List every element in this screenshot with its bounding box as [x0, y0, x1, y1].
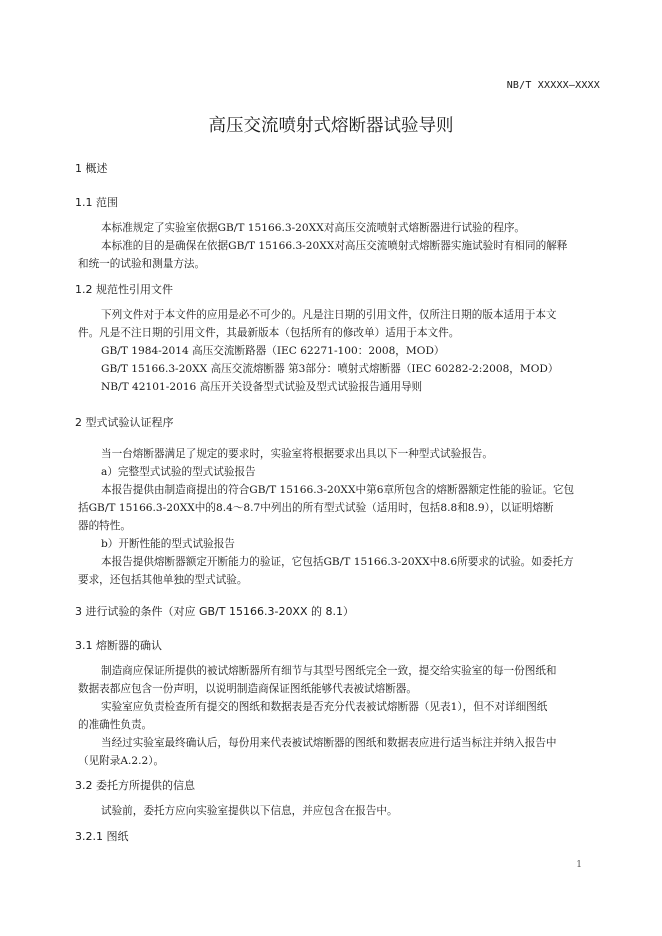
paragraph-line: 制造商应保证所提供的被试熔断器所有细节与其型号图纸完全一致，提交给实验室的每一份图纸和: [101, 665, 557, 677]
section-1-heading: 1 概述: [75, 162, 108, 175]
paragraph-line: 本标准的目的是确保在依据GB/T 15166.3-20XX对高压交流喷射式熔断器实施试验时有相同的解释: [101, 240, 568, 252]
list-item: a）完整型式试验的型式试验报告: [101, 466, 256, 478]
paragraph-line: （见附录A.2.2）。: [78, 755, 165, 767]
document-code: NB/T XXXXX—XXXX: [506, 80, 600, 91]
paragraph-line: 本报告提供由制造商提出的符合GB/T 15166.3-20XX中第6章所包含的熔断器额定性能的验证。它包: [101, 484, 575, 496]
paragraph-line: 和统一的试验和测量方法。: [78, 258, 206, 270]
paragraph-line: 本标准规定了实验室依据GB/T 15166.3-20XX对高压交流喷射式熔断器进行试验的程序。: [101, 222, 526, 234]
section-1-1-heading: 1.1 范围: [75, 196, 118, 209]
paragraph-line: 当一台熔断器满足了规定的要求时，实验室将根据要求出具以下一种型式试验报告。: [101, 448, 493, 460]
paragraph-line: 要求，还包括其他单独的型式试验。: [78, 574, 248, 586]
section-1-2-heading: 1.2 规范性引用文件: [75, 283, 173, 296]
page-number: 1: [576, 860, 582, 870]
reference-item: GB/T 15166.3-20XX 高压交流熔断器 第3部分：喷射式熔断器（IEC 60282-2:2008，MOD）: [101, 363, 559, 375]
paragraph-line: 本报告提供熔断器额定开断能力的验证，它包括GB/T 15166.3-20XX中8.6所要求的试验。如委托方: [101, 556, 574, 568]
paragraph-line: 器的特性。: [78, 520, 131, 532]
section-3-2-heading: 3.2 委托方所提供的信息: [75, 779, 195, 792]
paragraph-line: 数据表都应包含一份声明，以说明制造商保证图纸能够代表被试熔断器。: [78, 683, 417, 695]
reference-item: NB/T 42101-2016 高压开关设备型式试验及型式试验报告通用导则: [101, 381, 423, 393]
paragraph-line: 试验前，委托方应向实验室提供以下信息，并应包含在报告中。: [101, 805, 398, 817]
section-3-heading: 3 进行试验的条件（对应 GB/T 15166.3-20XX 的 8.1）: [75, 605, 354, 618]
paragraph-line: 下列文件对于本文件的应用是必不可少的。凡是注日期的引用文件，仅所注日期的版本适用于本文: [101, 309, 557, 321]
paragraph-line: 括GB/T 15166.3-20XX中的8.4～8.7中列出的所有型式试验（适用时，包括8.8和8.9），以证明熔断: [78, 502, 554, 514]
paragraph-line: 件。凡是不注日期的引用文件，其最新版本（包括所有的修改单）适用于本文件。: [78, 327, 460, 339]
section-3-2-1-heading: 3.2.1 图纸: [75, 830, 129, 843]
paragraph-line: 的准确性负责。: [78, 719, 153, 731]
list-item: b）开断性能的型式试验报告: [101, 538, 235, 550]
paragraph-line: 实验室应负责检查所有提交的图纸和数据表是否充分代表被试熔断器（见表1），但不对详细图纸: [101, 701, 548, 713]
reference-item: GB/T 1984-2014 高压交流断路器（IEC 62271-100：2008，MOD）: [101, 345, 445, 357]
section-2-heading: 2 型式试验认证程序: [75, 416, 174, 429]
page-title: 高压交流喷射式熔断器试验导则: [208, 116, 454, 136]
section-3-1-heading: 3.1 熔断器的确认: [75, 639, 162, 652]
paragraph-line: 当经过实验室最终确认后，每份用来代表被试熔断器的图纸和数据表应进行适当标注并纳入报告中: [101, 737, 557, 749]
